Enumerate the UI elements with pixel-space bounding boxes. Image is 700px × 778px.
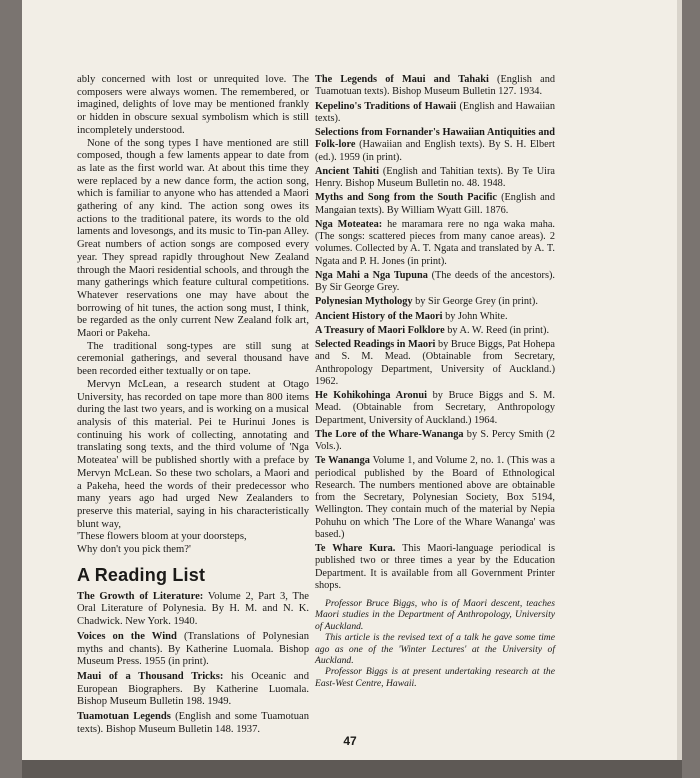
paragraph: The traditional song-types are still sung at ceremonial gatherings, and several thousand have been recorded either textually or on tape. xyxy=(77,340,309,378)
reference-title: Ancient History of the Maori xyxy=(315,310,443,322)
reference-details: (English and Tahitian texts). By Te Uira Henry. Bishop Museum Bulletin no. 48. 1948. xyxy=(315,165,556,189)
reference-details: by Sir George Grey (in print). xyxy=(412,296,538,308)
reference-details: (English and Mangaian texts). By William Wyatt Gill. 1876. xyxy=(315,192,555,216)
page-number: 47 xyxy=(343,734,357,748)
reference-entry xyxy=(315,296,555,308)
reference-title: Maui of a Thousand Tricks: xyxy=(77,670,224,682)
reference-details: by A. W. Reed (in print). xyxy=(444,324,550,336)
reference-entry xyxy=(77,591,309,629)
author-note: Professor Bruce Biggs, who is of Maori descent, teaches Maori studies in the Department of Anthropology, University of Auckland. xyxy=(315,598,555,632)
reference-entry xyxy=(315,192,555,217)
reference-entry xyxy=(315,311,555,323)
reference-details: by John White. xyxy=(442,310,508,322)
reference-entry xyxy=(315,390,555,427)
reference-details: This Maori-language periodical is published two or three times a year by the Education Department. It is available from all Government Printer shops. xyxy=(315,543,555,591)
author-note: Professor Biggs is at present undertaking research at the East-West Centre, Hawaii. xyxy=(315,666,555,689)
verse-line: 'These flowers bloom at your doorsteps, xyxy=(77,531,247,543)
reference-title: Nga Moteatea: xyxy=(315,218,383,230)
reference-entry xyxy=(77,711,309,736)
reference-details: Volume 2, Part 3, The Oral Literature of Polynesia. By H. M. and N. K. Chadwick. New York. 1940. xyxy=(77,590,309,628)
reference-title: Te Wananga xyxy=(315,455,370,467)
reference-title: The Lore of the Whare-Wananga xyxy=(315,428,464,440)
reference-entry xyxy=(315,543,555,592)
scan-bottom-margin xyxy=(22,760,682,778)
verse-line: Why don't you pick them?' xyxy=(77,544,191,556)
reference-title: Kepelino's Traditions of Hawaii xyxy=(315,100,457,112)
reference-details: (English and Tuamotuan texts). Bishop Museum Bulletin 127. 1934. xyxy=(315,74,555,98)
reference-details: (Hawaiian and English texts). By S. H. Elbert (ed.). 1959 (in print). xyxy=(315,139,555,163)
reference-title: Te Whare Kura. xyxy=(315,543,396,554)
page-edge xyxy=(677,0,682,760)
reference-entry xyxy=(315,429,555,454)
author-notes xyxy=(315,598,555,689)
reference-title: Myths and Song from the South Pacific xyxy=(315,192,497,204)
reference-title: A Treasury of Maori Folklore xyxy=(315,324,445,336)
reference-entry xyxy=(77,671,309,709)
paragraph: Mervyn McLean, a research student at Otago University, has recorded on tape more than 800 items during the last two years, and is working on a musical analysis of this material. Pei te Hurinui Jones is continuing his work of collecting, annotating and translating song texts, and the third volume of 'Nga Moteatea' will be published shortly with a preface by Mervyn McLean. So these two scholars, a Maori and a Pakeha, heed the words of their predecessor who many years ago had urged New Zealanders to preserve this material, saying in his characteristically blunt way, xyxy=(77,378,309,530)
reference-title: Tuamotuan Legends xyxy=(77,711,171,723)
right-column xyxy=(315,74,555,689)
paragraph: None of the song types I have mentioned are still composed, though a few laments appear to date from as late as the first world war. At about this time they were replaced by a new dance form, the action song, which is familiar to anyone who has attended a Maori gathering of any kind. The action song owes its actions to the traditional patere, its words to the old laments and lovesongs, and its music to Tin-pan Alley. Great numbers of action songs are composed every year. They spread rapidly throughout New Zealand through the Maori residential schools, and through the many gatherings which feature cultural competitions. Whatever reservations one may have about the borrowing of hit tunes, the action song must, I think, be regarded as the only current New Zealand folk art, Maori or Pakeha. xyxy=(77,137,309,340)
reference-title: Polynesian Mythology xyxy=(315,296,413,308)
reference-title: He Kohikohinga Aronui xyxy=(315,390,427,401)
left-column xyxy=(77,74,309,738)
paragraph: ably concerned with lost or unrequited love. The composers were always women. The remembered, or imagined, delights of love may be mentioned frankly or hidden in obscure sexual symbolism which is still incompletely understood. xyxy=(77,74,309,136)
reference-title: Selections from Fornander's Hawaiian Antiquities and Folk-lore xyxy=(315,127,555,151)
reference-entry xyxy=(315,325,555,337)
author-note: This article is the revised text of a talk he gave some time ago as one of the 'Winter Lectures' at the University of Auckland. xyxy=(315,632,555,667)
reference-title: Ancient Tahiti xyxy=(315,165,379,177)
reading-list-heading: A Reading List xyxy=(77,564,206,585)
reference-title: Voices on the Wind xyxy=(77,630,177,642)
reference-title: The Growth of Literature: xyxy=(77,590,204,602)
reference-details: (English and some Tuamotuan texts). Bishop Museum Bulletin 148. 1937. xyxy=(77,711,309,735)
reference-entry xyxy=(315,127,555,164)
reference-title: Nga Mahi a Nga Tupuna xyxy=(315,269,428,281)
reference-details: by Bruce Biggs, Pat Hohepa and S. M. Mead. (Obtainable from Secretary, Anthropology Department, University of Auckland.) 1962. xyxy=(315,339,556,387)
reference-entry xyxy=(315,455,555,541)
reference-details: he maramara rere no nga waka maha. (The songs: scattered pieces from many canoe areas). 2 volumes. Collected by A. T. Ngata and translated by A. T. Ngata and P. H. Jones (in print). xyxy=(315,218,556,267)
reference-entry xyxy=(77,631,309,669)
reference-entry xyxy=(315,270,555,295)
reference-details: (Translations of Polynesian myths and chants). By Katherine Luomala. Bishop Museum Press. 1955 (in print). xyxy=(77,630,309,668)
reference-entry xyxy=(315,219,555,268)
reference-entry xyxy=(315,166,555,191)
reference-details: his Oceanic and European Biographers. By Katherine Luomala. Bishop Museum Bulletin 198. 1949. xyxy=(77,670,309,708)
reference-entry xyxy=(315,101,555,126)
reference-details: by S. Percy Smith (2 Vols.). xyxy=(315,428,555,452)
reference-details: (English and Hawaiian texts). xyxy=(315,100,555,124)
reference-details: Volume 1, and Volume 2, no. 1. (This was a periodical published by the Board of Ethnological Research. The numbers mentioned above are obtainable from the Secretary, Polynesian Society, Box 5194, Wellington. They contain much of the material by Nepia Pohuhu on which 'The Lore of the Whare Wananga' was based.) xyxy=(315,455,555,540)
reference-details: (The deeds of the ancestors). By Sir George Grey. xyxy=(315,269,555,293)
reference-entry xyxy=(315,339,555,388)
reference-details: by Bruce Biggs and S. M. Mead. (Obtainable from Secretary, Anthropology Department, University of Auckland.) 1964. xyxy=(315,390,555,426)
reference-title: Selected Readings in Maori xyxy=(315,339,436,350)
reference-title: The Legends of Maui and Tahaki xyxy=(315,74,489,85)
reference-entry xyxy=(315,74,555,99)
